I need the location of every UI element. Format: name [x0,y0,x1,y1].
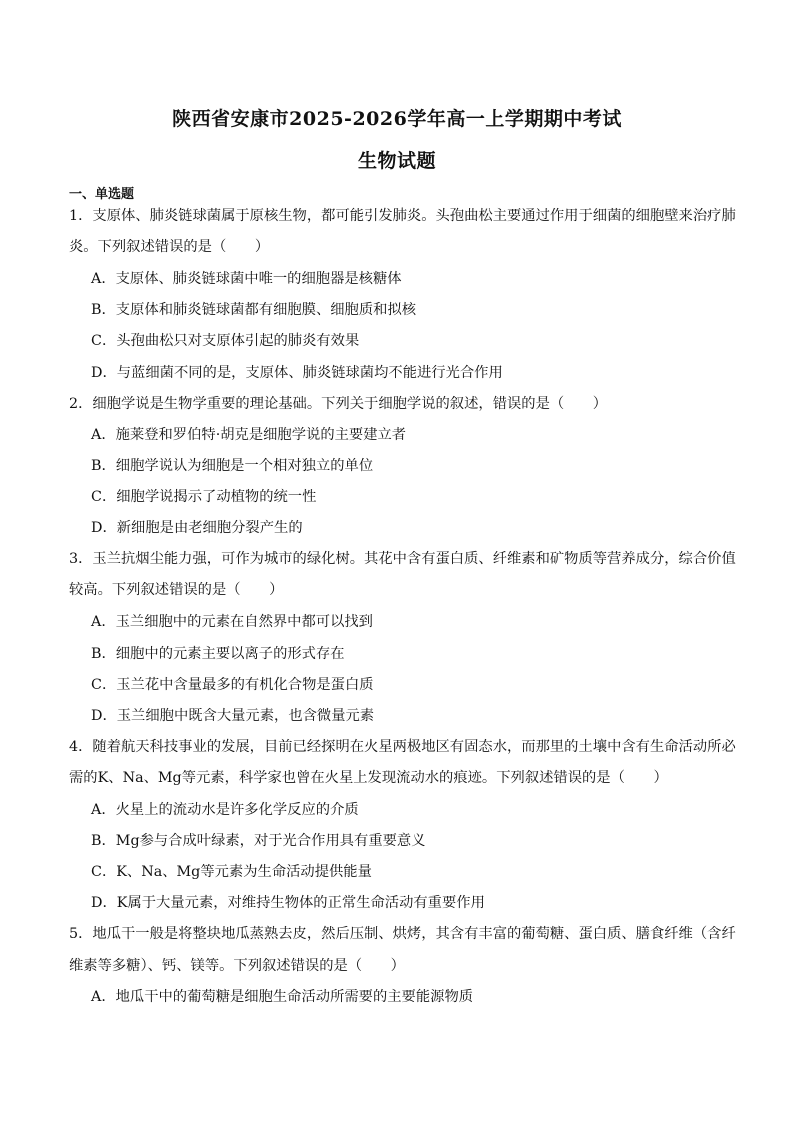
question-3-option-a: A．玉兰细胞中的元素在自然界中都可以找到 [91,614,373,630]
question-5-line-2: 维素等多糖）、钙、镁等。下列叙述错误的是（ ） [69,958,405,974]
question-3-option-b: B．细胞中的元素主要以离子的形式存在 [91,646,345,662]
page-title: 陕西省安康市2025-2026学年高一上学期期中考试 [172,108,622,130]
question-2-option-b: B．细胞学说认为细胞是一个相对独立的单位 [91,458,374,474]
question-1-option-c: C．头孢曲松只对支原体引起的肺炎有效果 [91,333,360,349]
question-4-option-d: D．K属于大量元素，对维持生物体的正常生命活动有重要作用 [91,895,485,911]
question-3-option-d: D．玉兰细胞中既含大量元素，也含微量元素 [91,708,375,724]
question-2-option-d: D．新细胞是由老细胞分裂产生的 [91,520,303,536]
question-4-line-2: 需的K、Na、Mg等元素，科学家也曾在火星上发现流动水的痕迹。下列叙述错误的是（ ） [69,770,668,786]
question-3-line-1: 3．玉兰抗烟尘能力强，可作为城市的绿化树。其花中含有蛋白质、纤维素和矿物质等营养成分，综合价值 [69,551,736,567]
question-4-option-c: C．K、Na、Mg等元素为生命活动提供能量 [91,864,372,880]
question-5-option-a: A．地瓜干中的葡萄糖是细胞生命活动所需要的主要能源物质 [91,989,474,1005]
question-2-option-a: A．施莱登和罗伯特·胡克是细胞学说的主要建立者 [91,427,407,443]
question-2-line-1: 2．细胞学说是生物学重要的理论基础。下列关于细胞学说的叙述，错误的是（ ） [69,396,608,412]
question-2-option-c: C．细胞学说揭示了动植物的统一性 [91,489,317,505]
page-subtitle: 生物试题 [357,150,436,172]
question-5-line-1: 5．地瓜干一般是将整块地瓜蒸熟去皮，然后压制、烘烤，其含有丰富的葡萄糖、蛋白质、膳食纤维（含纤 [69,926,736,942]
question-1-option-d: D．与蓝细菌不同的是，支原体、肺炎链球菌均不能进行光合作用 [91,365,503,381]
question-1-option-b: B．支原体和肺炎链球菌都有细胞膜、细胞质和拟核 [91,302,417,318]
question-4-line-1: 4．随着航天科技事业的发展，目前已经探明在火星两极地区有固态水，而那里的土壤中含有生命活动所必 [69,739,736,755]
section-heading: 一、单选题 [69,187,135,202]
question-4-option-a: A．火星上的流动水是许多化学反应的介质 [91,802,359,818]
question-1-option-a: A．支原体、肺炎链球菌中唯一的细胞器是核糖体 [91,271,402,287]
question-1-line-1: 1．支原体、肺炎链球菌属于原核生物，都可能引发肺炎。头孢曲松主要通过作用于细菌的细胞壁来治疗肺 [69,208,736,224]
question-1-line-2: 炎。下列叙述错误的是（ ） [69,239,270,255]
question-4-option-b: B．Mg参与合成叶绿素，对于光合作用具有重要意义 [91,833,426,849]
question-3-option-c: C．玉兰花中含量最多的有机化合物是蛋白质 [91,677,374,693]
question-3-line-2: 较高。下列叙述错误的是（ ） [69,582,284,598]
